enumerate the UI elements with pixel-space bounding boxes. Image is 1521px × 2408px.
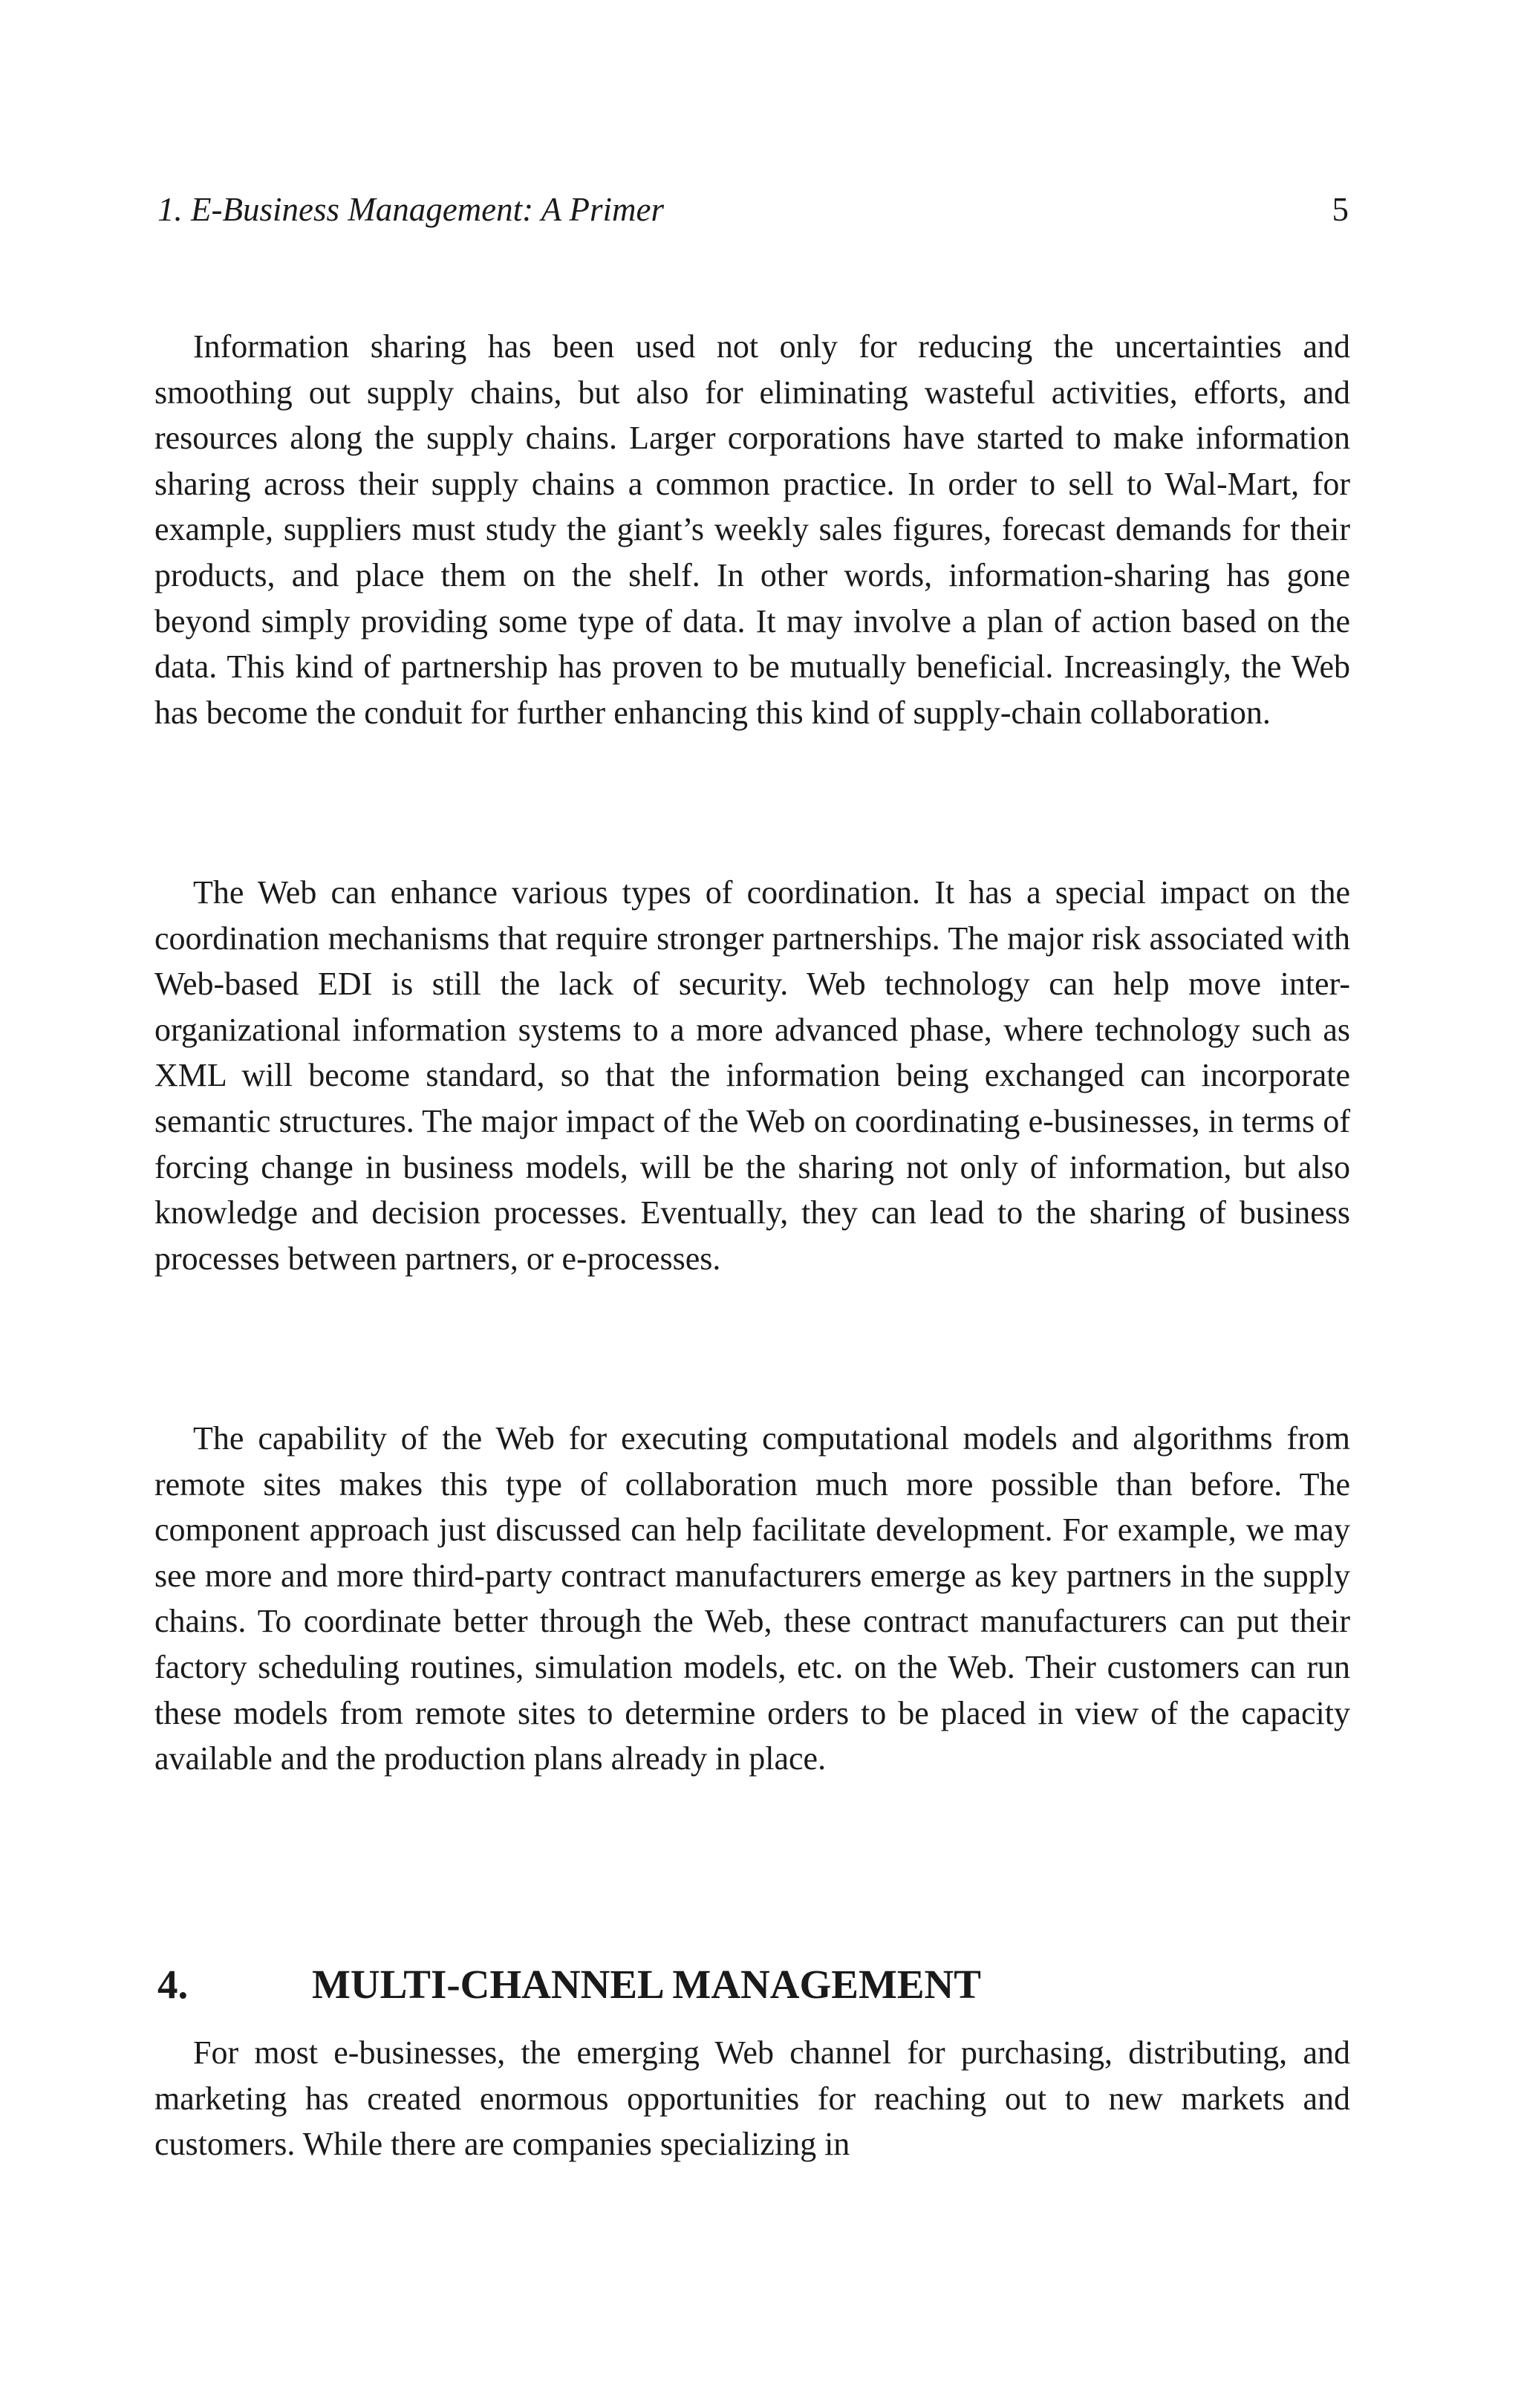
running-header — [157, 190, 1349, 229]
section-paragraph: For most e-businesses, the emerging Web channel for purchasing, distributing, and marketing has created enormous opportunities for reaching out to new markets and customers. While there are companies specializing in — [154, 2034, 1350, 2163]
running-title: 1. E-Business Management: A Primer — [157, 191, 664, 228]
section-number: 4. — [157, 1962, 189, 2007]
body-paragraph: The Web can enhance various types of coordination. It has a special impact on the coordination mechanisms that require stronger partnerships. The major risk associated with Web-based EDI is still the lack of security. Web technology can help move inter-organizational information systems to a more advanced phase, where technology such as XML will become standard, so that the information being exchanged can incorporate semantic structures. The major impact of the Web on coordinating e-businesses, in terms of forcing change in business models, will be the sharing not only of information, but also knowledge and decision processes. Eventually, they can lead to the sharing of business processes between partners, or e-processes. — [154, 874, 1350, 1277]
body-paragraph: Information sharing has been used not only for reducing the uncertainties and smoothing out supply chains, but also for eliminating wasteful activities, efforts, and resources along the supply chains. Larger corporations have started to make information sharing across their supply chains a common practice. In order to sell to Wal-Mart, for example, suppliers must study the giant’s weekly sales figures, forecast demands for their products, and place them on the shelf. In other words, information-sharing has gone beyond simply providing some type of data. It may involve a plan of action based on the data. This kind of partnership has proven to be mutually beneficial. Increasingly, the Web has become the conduit for further enhancing this kind of supply-chain collaboration. — [154, 328, 1350, 731]
section-title: MULTI-CHANNEL MANAGEMENT — [312, 1962, 981, 2007]
page-number: 5 — [1332, 191, 1349, 228]
body-paragraph: The capability of the Web for executing computational models and algorithms from remote sites makes this type of collaboration much more possible than before. The component approach just discussed can help facilitate development. For example, we may see more and more third-party contract manufacturers emerge as key partners in the supply chains. To coordinate better through the Web, these contract manufacturers can put their factory scheduling routines, simulation models, etc. on the Web. Their customers can run these models from remote sites to determine orders to be placed in view of the capacity available and the production plans already in place. — [154, 1420, 1350, 1777]
section-heading — [157, 1961, 981, 2008]
